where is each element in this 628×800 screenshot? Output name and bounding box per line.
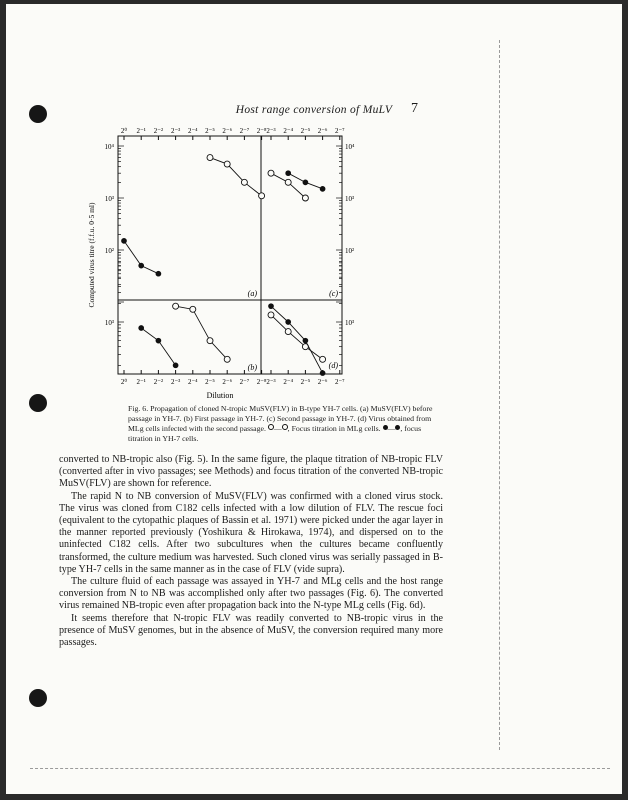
data-point-filled (156, 338, 161, 343)
panel-label: (b) (247, 363, 257, 372)
data-point-open (268, 312, 274, 318)
x-tick-label: 2⁻⁸ (256, 378, 267, 386)
x-tick-label: 2⁰ (120, 127, 128, 135)
data-point-filled (320, 186, 325, 191)
x-tick-label: 2⁻⁷ (334, 378, 345, 386)
paragraph: The rapid N to NB conversion of MuSV(FLV) was confirmed with a cloned virus stock. The virus was cloned from C182 cells infected with a low dilution of FLV. The rescue foci (equivalent to the cytopathic plaques of Bassin et al. 1971) were picked under the agar layer in the manner reported previously (Yoshikura & Hirokawa, 1974), and dispersed on to the uninfected C182 cells. After two subcultures when the cultures became confluently transformed, the culture medium was harvested. Such cloned virus was serially passaged in B-type YH-7 cells in the same manner as in the case of FLV (vide supra). (59, 490, 443, 575)
data-point-open (207, 155, 213, 161)
x-tick-label: 2⁻⁷ (334, 127, 345, 135)
series-line (210, 158, 262, 196)
data-point-open (285, 179, 291, 185)
x-tick-label: 2⁰ (120, 378, 128, 386)
data-point-open (190, 306, 196, 312)
caption-text: , focus (400, 424, 422, 433)
caption-line: passage in YH-7. (b) First passage in YH-7. (c) Second passage in YH-7. (d) Virus obtained from (128, 414, 432, 423)
running-title: Host range conversion of MuLV (235, 104, 393, 116)
caption-line: Fig. 6. Propagation of cloned N-tropic MuSV(FLV) in B-type YH-7 cells. (a) MuSV(FLV) before (128, 404, 433, 413)
x-tick-label: 2⁻³ (170, 378, 181, 386)
panel-label: (c) (329, 289, 338, 298)
caption-line: titration in YH-7 cells. (128, 434, 199, 443)
series-line (176, 306, 228, 359)
x-tick-label: 2⁻⁴ (187, 378, 198, 386)
data-point-filled (139, 326, 144, 331)
x-tick-label: 2⁻² (153, 378, 164, 386)
x-tick-label: 2⁻⁶ (222, 127, 233, 135)
x-tick-label: 2⁻⁷ (239, 378, 250, 386)
x-tick-label: 2⁻¹ (136, 378, 146, 386)
data-point-open (302, 195, 308, 201)
x-tick-label: 2⁻⁶ (317, 127, 328, 135)
figure-6 (70, 122, 360, 400)
paragraph: The culture fluid of each passage was assayed in YH-7 and MLg cells and the host range conversion from N to NB was accomplished only after two passages (Fig. 6). The converted virus remained NB-tropic even after propagation back into the N-type MLg cells (Fig. 6d). (59, 576, 443, 612)
data-point-open (268, 170, 274, 176)
binder-hole (29, 394, 47, 412)
panel-label: (d) (328, 361, 338, 370)
data-point-filled (269, 304, 274, 309)
x-tick-label: 2⁻² (153, 127, 164, 135)
scan-edge-line (30, 768, 610, 770)
x-tick-label: 2⁻⁶ (222, 378, 233, 386)
data-point-filled (286, 320, 291, 325)
data-point-filled (122, 238, 127, 243)
page-number: 7 (411, 101, 418, 116)
x-tick-label: 2⁻⁴ (283, 378, 294, 386)
y-tick-label: 10³ (345, 319, 355, 327)
y-tick-label: 10² (104, 247, 114, 255)
data-point-filled (156, 271, 161, 276)
plot-frame (118, 136, 342, 374)
data-point-open (207, 338, 213, 344)
x-tick-label: 2⁻⁸ (256, 127, 267, 135)
data-point-open (241, 179, 247, 185)
x-tick-label: 2⁻⁵ (300, 378, 311, 386)
x-tick-label: 2⁻⁵ (300, 127, 311, 135)
data-point-filled (303, 180, 308, 185)
x-tick-label: 2⁻⁴ (187, 127, 198, 135)
y-tick-label: 10³ (104, 319, 114, 327)
x-tick-label: 2⁻⁷ (239, 127, 250, 135)
x-tick-label: 2⁻³ (266, 127, 276, 135)
panel-label: (a) (247, 289, 257, 298)
caption-text: , Focus titration in MLg cells. (287, 424, 381, 433)
figure-caption (128, 404, 446, 444)
paragraph: It seems therefore that N-tropic FLV was readily converted to NB-tropic virus in the presence of MuSV genomes, but in the absence of MuSV, the conversion required many more passages. (59, 612, 443, 649)
paragraph: converted to NB-tropic also (Fig. 5). In the same figure, the plaque titration of NB-tropic FLV (converted after in vivo passages; see Methods) and focus titration of the converted NB-tropic MuSV(FLV) are shown for reference. (59, 454, 443, 490)
x-tick-label: 2⁻³ (170, 127, 181, 135)
data-point-open (285, 329, 291, 335)
data-point-filled (320, 371, 325, 376)
x-tick-label: 2⁻³ (266, 378, 276, 386)
y-tick-label: 10⁴ (345, 143, 355, 151)
data-point-filled (173, 363, 178, 368)
data-point-open (224, 161, 230, 167)
x-tick-label: 2⁻⁴ (283, 127, 294, 135)
caption-line: MLg cells infected with the second passage. — , Focus titration in MLg cells. — , focus (128, 424, 422, 433)
scan-edge-line (499, 40, 501, 750)
data-point-open (173, 303, 179, 309)
data-point-filled (286, 171, 291, 176)
y-tick-label: 10² (345, 247, 355, 255)
data-point-open (320, 356, 326, 362)
x-tick-label: 2⁻⁵ (205, 127, 215, 135)
binder-hole (29, 689, 47, 707)
y-tick-label: 10³ (345, 195, 355, 203)
caption-text: MLg cells infected with the second passage. (128, 424, 266, 433)
series-line (271, 315, 323, 359)
series-line (141, 328, 175, 365)
y-tick-label: 10³ (104, 195, 114, 203)
x-tick-label: 2⁻⁵ (205, 378, 215, 386)
data-point-open (259, 193, 265, 199)
open-circle-icon (268, 424, 274, 430)
y-tick-label: 10⁴ (104, 143, 114, 151)
x-tick-label: 2⁻¹ (136, 127, 146, 135)
x-axis-label: Dilution (206, 391, 234, 400)
x-tick-label: 2⁻⁶ (317, 378, 328, 386)
series-line (124, 241, 158, 274)
data-point-open (224, 356, 230, 362)
filled-circle-icon (383, 425, 388, 430)
body-text (59, 454, 443, 649)
data-point-filled (303, 338, 308, 343)
data-point-filled (139, 263, 144, 268)
y-axis-label: Computed virus titre (f.f.u. 0·5 ml) (87, 202, 96, 308)
